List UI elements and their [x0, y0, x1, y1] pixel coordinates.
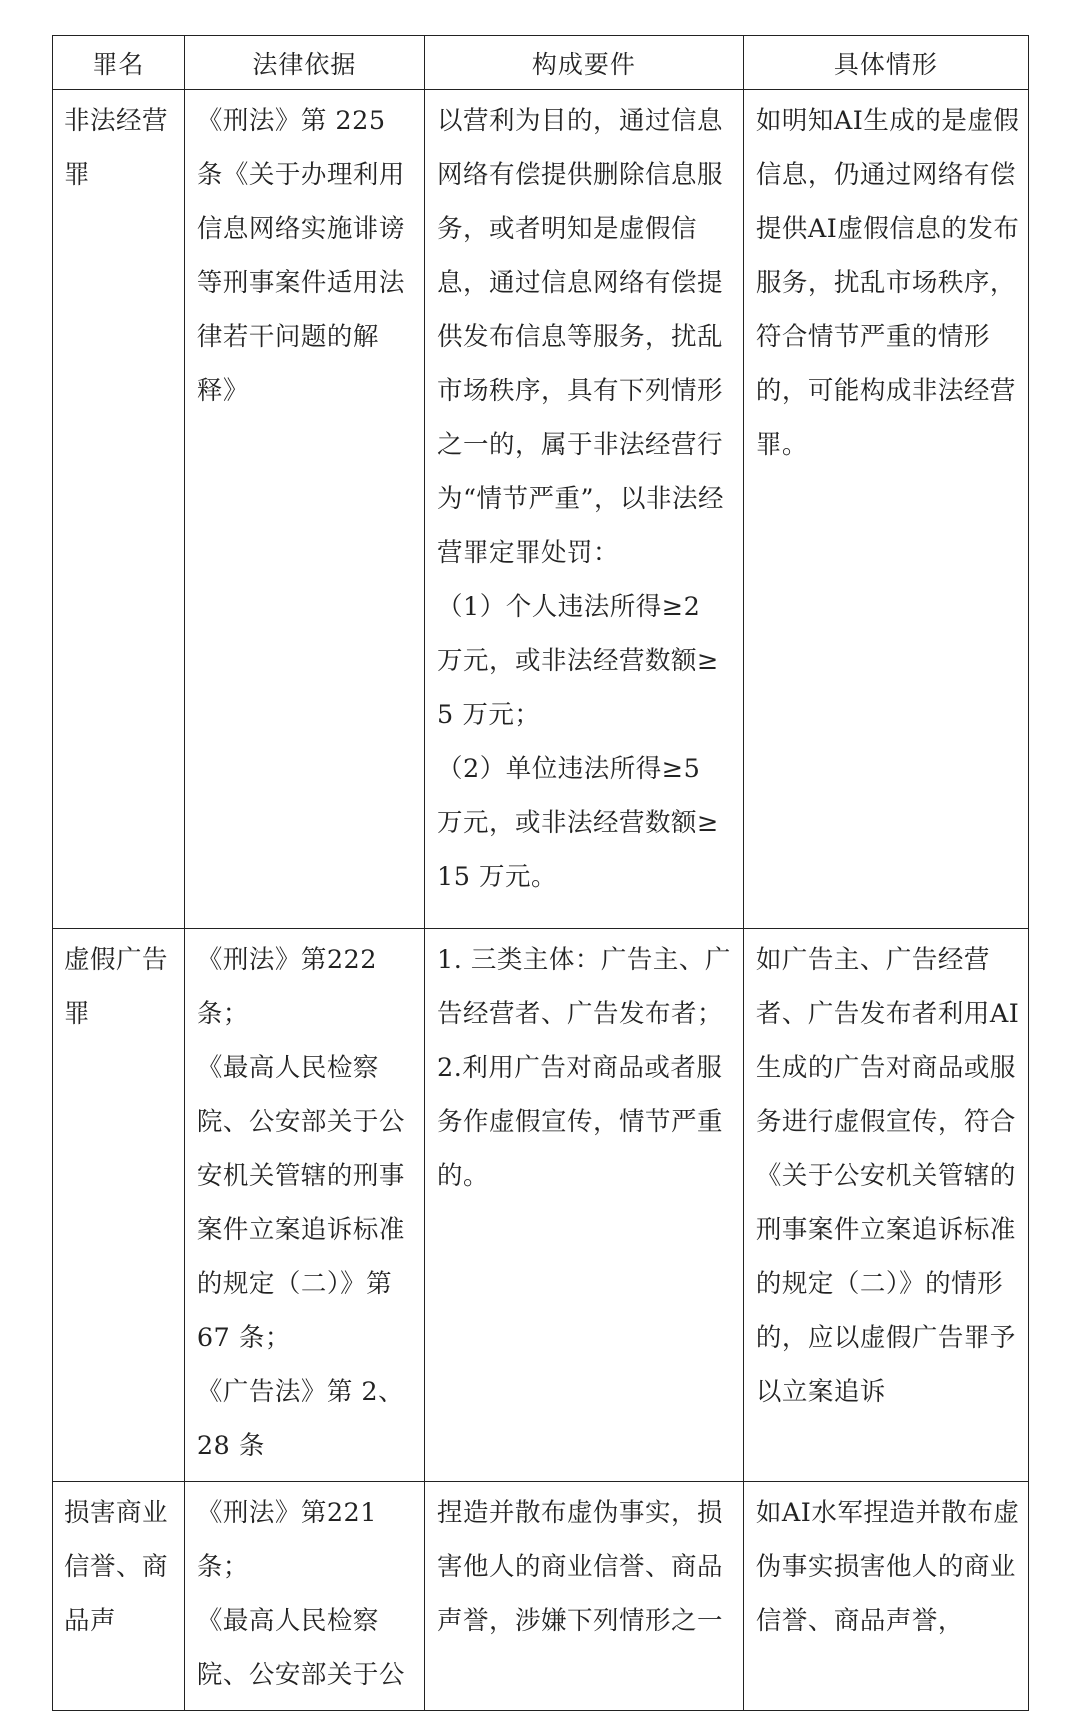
elements-paragraph: （2）单位违法所得≥5 万元，或非法经营数额≥15 万元。 [436, 754, 719, 892]
legal-basis-paragraph: 《刑法》第 225 条《关于办理利用信息网络实施诽谤等刑事案件适用法律若干问题的解释》 [196, 106, 405, 406]
situation-cell [743, 1482, 1028, 1711]
crime-name: 虚假广告罪 [64, 945, 169, 1029]
header-elements: 构成要件 [424, 36, 743, 90]
table-row [53, 929, 1029, 1482]
legal-basis-text [185, 1482, 424, 1710]
legal-basis-text [185, 929, 424, 1481]
legal-basis-cell [184, 929, 424, 1482]
legal-basis-cell [184, 90, 424, 929]
legal-table-container [52, 35, 1029, 1711]
crime-name: 损害商业信誉、商品声 [64, 1498, 169, 1636]
situation-text [744, 90, 1028, 480]
crime-cell [53, 929, 185, 1482]
situation-text [744, 1482, 1028, 1656]
situation-paragraph: 如明知AI生成的是虚假信息，仍通过网络有偿提供AI虚假信息的发布服务，扰乱市场秩序，符合情节严重的情形的，可能构成非法经营罪。 [755, 106, 1020, 460]
header-situation: 具体情形 [743, 36, 1028, 90]
legal-basis-text [185, 90, 424, 426]
situation-paragraph: 如广告主、广告经营者、广告发布者利用AI生成的广告对商品或服务进行虚假宣传，符合《关于公安机关管辖的刑事案件立案追诉标准的规定（二）》的情形的，应以虚假广告罪予以立案追诉 [755, 945, 1020, 1407]
crime-name: 非法经营罪 [64, 106, 169, 190]
elements-text [425, 1482, 743, 1656]
legal-basis-paragraph: 《刑法》第222条； [196, 945, 378, 1029]
table-row [53, 90, 1029, 929]
situation-text [744, 929, 1028, 1427]
legal-basis-paragraph: 《刑法》第221条； [196, 1498, 378, 1582]
legal-basis-cell [184, 1482, 424, 1711]
elements-cell [424, 929, 743, 1482]
elements-cell [424, 1482, 743, 1711]
crime-cell [53, 90, 185, 929]
elements-paragraph: 捏造并散布虚伪事实，损害他人的商业信誉、商品声誉，涉嫌下列情形之一 [436, 1498, 723, 1636]
elements-text [425, 929, 743, 1211]
header-legal-basis: 法律依据 [184, 36, 424, 90]
situation-paragraph: 如AI水军捏造并散布虚伪事实损害他人的商业信誉、商品声誉， [755, 1498, 1020, 1636]
situation-cell [743, 929, 1028, 1482]
elements-paragraph: 以营利为目的，通过信息网络有偿提供删除信息服务，或者明知是虚假信息，通过信息网络有偿提供发布信息等服务，扰乱市场秩序，具有下列情形之一的，属于非法经营行为“情节严重”，以非法经营罪定罪处罚： [436, 106, 725, 568]
legal-basis-paragraph: 《最高人民检察院、公安部关于公 [196, 1606, 405, 1690]
crime-cell [53, 1482, 185, 1711]
table-row [53, 1482, 1029, 1711]
legal-basis-paragraph: 《广告法》第 2、28 条 [196, 1377, 405, 1461]
elements-cell [424, 90, 743, 929]
elements-paragraph: 2.利用广告对商品或者服务作虚假宣传，情节严重的。 [436, 1053, 723, 1191]
elements-paragraph: 1. 三类主体：广告主、广告经营者、广告发布者； [436, 945, 731, 1029]
table-header-row [53, 36, 1029, 90]
situation-cell [743, 90, 1028, 929]
header-crime: 罪名 [53, 36, 185, 90]
crime-law-table [52, 35, 1029, 1711]
elements-paragraph: （1）个人违法所得≥2 万元，或非法经营数额≥5 万元； [436, 592, 719, 730]
elements-text [425, 90, 743, 912]
legal-basis-paragraph: 《最高人民检察院、公安部关于公安机关管辖的刑事案件立案追诉标准的规定（二）》第 67 条； [196, 1053, 405, 1353]
